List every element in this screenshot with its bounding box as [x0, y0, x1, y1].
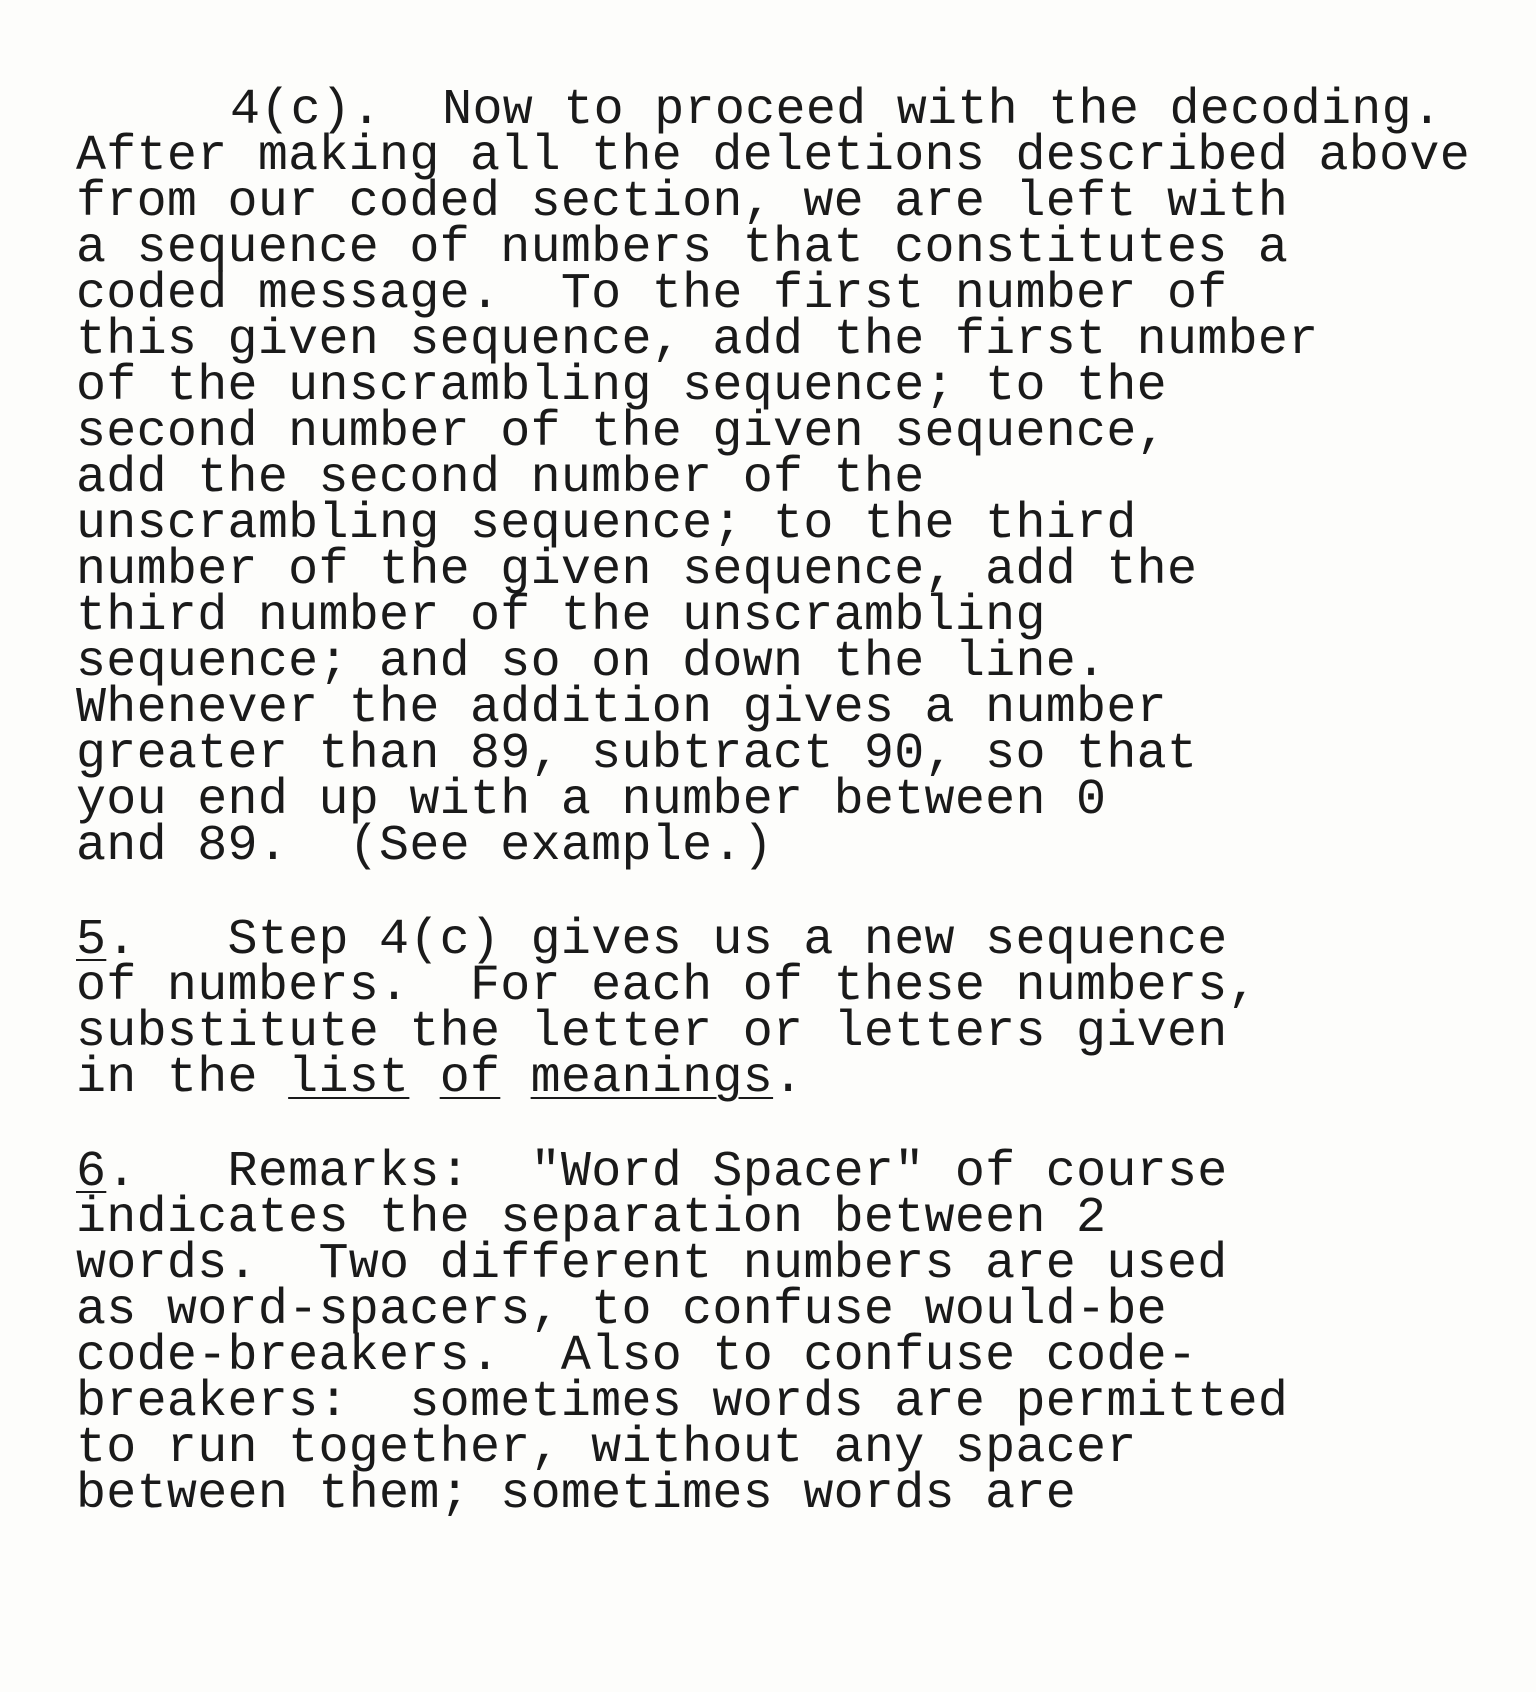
list-of-meanings-word: meanings [530, 1050, 774, 1107]
section-4c-label: 4(c). [230, 82, 382, 139]
text-line: coded message. To the first number of [76, 266, 1228, 323]
text-fragment: . [773, 1050, 804, 1107]
section-6-number: 6 [76, 1144, 107, 1201]
section-5-last-line [76, 1050, 804, 1107]
text-line: words. Two different numbers are used [76, 1236, 1228, 1293]
text-line: of the unscrambling sequence; to the [76, 358, 1167, 415]
text-line: breakers: sometimes words are permitted [76, 1374, 1289, 1431]
text-line: Now to proceed with the decoding. [442, 82, 1443, 139]
text-line: greater than 89, subtract 90, so that [76, 726, 1198, 783]
text-line: indicates the separation between 2 [76, 1190, 1107, 1247]
text-line: substitute the letter or letters given [76, 1004, 1228, 1061]
text-line: unscrambling sequence; to the third [76, 496, 1137, 553]
text-line: second number of the given sequence, [76, 404, 1167, 461]
text-line: code-breakers. Also to confuse code- [76, 1328, 1198, 1385]
text-fragment: in the [76, 1050, 289, 1107]
text-line: to run together, without any spacer [76, 1420, 1137, 1477]
text-line: from our coded section, we are left with [76, 174, 1289, 231]
text-line: you end up with a number between 0 [76, 772, 1107, 829]
text-line: between them; sometimes words are [76, 1466, 1077, 1523]
text-line: a sequence of numbers that constitutes a [76, 220, 1289, 277]
text-line: and 89. (See example.) [76, 818, 774, 875]
section-5-number: 5 [76, 912, 107, 969]
text-line: sequence; and so on down the line. [76, 634, 1107, 691]
text-line: . Step 4(c) gives us a new sequence [106, 912, 1228, 969]
text-line: Whenever the addition gives a number [76, 680, 1167, 737]
text-line: third number of the unscrambling [76, 588, 1046, 645]
text-line: number of the given sequence, add the [76, 542, 1198, 599]
text-line: After making all the deletions described above [76, 128, 1471, 185]
list-of-meanings-word: list [288, 1050, 410, 1107]
text-line: add the second number of the [76, 450, 925, 507]
text-line: as word-spacers, to confuse would-be [76, 1282, 1167, 1339]
list-of-meanings-word: of [439, 1050, 501, 1107]
text-line: . Remarks: "Word Spacer" of course [106, 1144, 1228, 1201]
text-line: of numbers. For each of these numbers, [76, 958, 1258, 1015]
text-line: this given sequence, add the first number [76, 312, 1319, 369]
